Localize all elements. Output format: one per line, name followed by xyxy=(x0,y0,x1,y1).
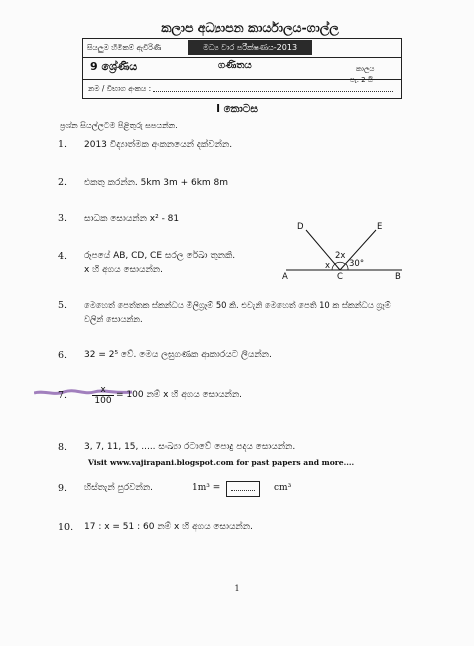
angle-arc-30 xyxy=(346,264,348,270)
copyright-note: සියලුම හිමිකම් ඇවිරිණි xyxy=(87,43,162,52)
question-text: 17 : x = 51 : 60 නම් x හි අගය සොයන්න. xyxy=(84,522,253,532)
question-text: x හි අගය සොයන්න. xyxy=(84,265,163,275)
question-text: මෙහෙත් පෙත්තක ස්කන්ධය මිලිග්‍රෑම් 50 කි. එවැනි මෙහෙත් පෙති 10 ක ස්කන්ධය ග්‍රෑම් xyxy=(84,300,391,310)
question-text: 3, 7, 11, 15, ..... සංඛ්‍යා රටාවේ පොදු පදය සොයන්න. xyxy=(84,442,296,452)
label-a: A xyxy=(282,272,288,280)
question-text: වලින් සොයන්න. xyxy=(84,314,143,324)
name-field xyxy=(82,79,402,99)
subject-label: ගණිතය xyxy=(218,60,252,71)
fraction-denominator: 100 xyxy=(94,396,112,406)
question-text: 32 = 2⁵ වේ. මෙය ලඝුගණක ආකාරයට ලියන්න. xyxy=(84,350,272,360)
visit-line: Visit www.vajirapani.blogspot.com for past papers and more.... xyxy=(88,458,355,467)
name-dotted-line xyxy=(153,91,393,92)
question-number: 1. xyxy=(58,139,68,150)
label-2x: 2x xyxy=(335,251,346,261)
label-e: E xyxy=(377,222,383,232)
label-c: C xyxy=(337,272,343,280)
angles-diagram xyxy=(282,218,408,280)
name-label: නම / විභාග අංකය : xyxy=(88,84,152,93)
fraction-numerator: x xyxy=(92,385,114,396)
label-b: B xyxy=(395,272,401,280)
office-title: කලාප අධ්‍යාපන කාර්යාලය-ගාල්ල xyxy=(161,20,339,35)
question-text: 2013 විද්‍යාත්මක අංකනයෙන් දක්වන්න. xyxy=(84,140,233,150)
equation-lhs: 1m³ = xyxy=(192,483,221,493)
section-title: I කොටස xyxy=(216,103,258,115)
angle-arc-x xyxy=(332,264,335,270)
question-number: 9. xyxy=(58,483,68,494)
equation-rhs: cm³ xyxy=(274,483,292,493)
question-number: 6. xyxy=(58,350,68,361)
exam-title: මධ්‍ය වාර පරීක්ෂණය-2013 xyxy=(188,40,312,55)
question-text: සාධක සොයන්න x² - 81 xyxy=(84,214,180,224)
label-30-degrees: 30° xyxy=(349,259,365,269)
question-number: 7. xyxy=(58,390,68,401)
question-number: 10. xyxy=(58,522,74,533)
answer-box xyxy=(226,481,260,497)
question-number: 4. xyxy=(58,251,68,262)
time-value: පැ. 2 යි xyxy=(350,76,373,84)
question-number: 5. xyxy=(58,300,68,311)
question-text: = 100 නම් x හි අගය සොයන්න. xyxy=(116,390,243,400)
answer-dotted-line xyxy=(231,490,255,491)
question-text: හිස්තැන් පුරවන්න. xyxy=(84,483,154,493)
question-number: 3. xyxy=(58,213,68,224)
instruction-text: ප්‍රශ්න සියල්ලටම පිළිතුරු සපයන්න. xyxy=(60,121,178,130)
page-number: 1 xyxy=(234,584,240,593)
question-number: 8. xyxy=(58,442,68,453)
label-x: x xyxy=(325,261,331,271)
label-d: D xyxy=(297,222,304,232)
grade-label: 9 ශ්‍රේණිය xyxy=(90,60,138,73)
question-number: 2. xyxy=(58,177,68,188)
time-label: කාලය xyxy=(356,65,375,73)
header-box xyxy=(82,38,402,58)
question-text: එකතු කරන්න. 5km 3m + 6km 8m xyxy=(84,178,229,188)
angle-arc-2x xyxy=(335,262,345,264)
fraction xyxy=(92,385,114,406)
question-text: රූපයේ AB, CD, CE සරල රේඛා තුනකි. xyxy=(84,251,236,261)
